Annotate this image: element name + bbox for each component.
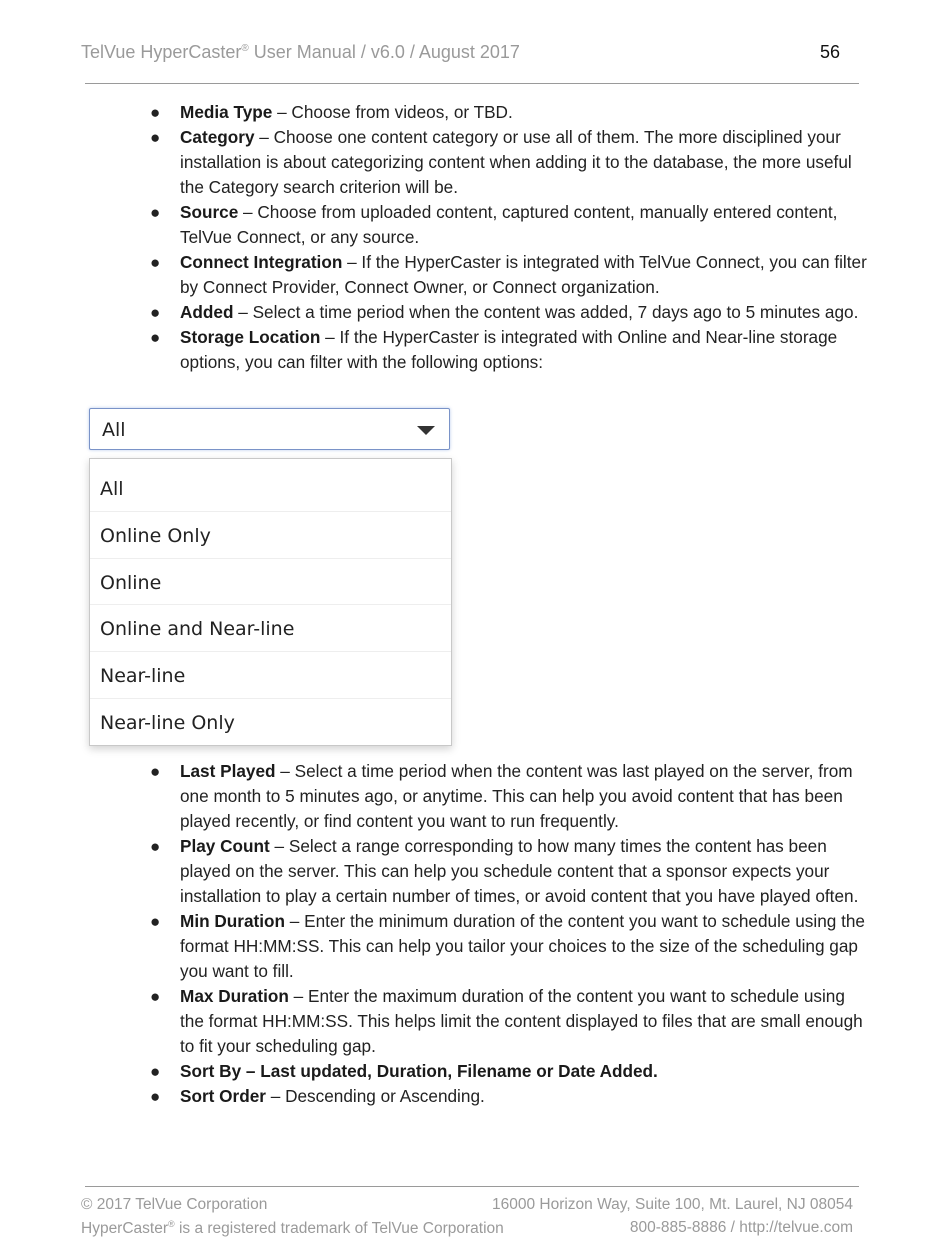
bullet-dot-icon: ● — [150, 912, 161, 931]
bullet-dot-icon: ● — [150, 762, 161, 781]
bullet-dot-icon: ● — [150, 837, 161, 856]
bullet-description: – Enter the minimum duration of the content you want to schedule using the format HH:MM:SS. This can help you tailor your choices to the size of the scheduling gap you want to fill. — [180, 911, 865, 981]
bullet-description: – Select a time period when the content was last played on the server, from one month to 5 minutes ago, or anytime. This can help you avoid content that has been played recently, or find content you want to run frequently. — [180, 761, 853, 831]
bullet-term: Min Duration — [180, 911, 286, 931]
footer-divider — [85, 1186, 859, 1187]
bullet-term: Source — [180, 202, 239, 222]
bullet-term: Storage Location — [180, 327, 321, 347]
bullet-dot-icon: ● — [150, 128, 161, 147]
bullet-item — [150, 909, 870, 984]
dropdown-option[interactable]: Online — [90, 559, 451, 606]
bullet-term: Added — [180, 302, 234, 322]
bullet-item — [150, 984, 870, 1059]
page-number: 56 — [819, 42, 840, 62]
bullet-dot-icon: ● — [150, 1062, 161, 1081]
bullet-item — [150, 100, 870, 125]
bullet-dot-icon: ● — [150, 103, 161, 122]
bullet-list-bottom — [150, 759, 870, 1109]
dropdown-option[interactable]: Near-line — [90, 652, 451, 699]
bullet-item — [150, 250, 870, 300]
bullet-dot-icon: ● — [150, 303, 161, 322]
bullet-item — [150, 325, 870, 375]
select-dropdown-list — [89, 458, 452, 746]
bullet-description: – Select a range corresponding to how many times the content has been played on the server. This can help you schedule content that a sponsor expects your installation to play a certain number of times, or avoid content that you have played often. — [180, 836, 859, 906]
bullet-description: – Choose from videos, or TBD. — [272, 102, 513, 122]
bullet-description: – Choose one content category or use all of them. The more disciplined your installation is about categorizing content when adding it to the database, the more useful the Category search criterion will be. — [180, 127, 852, 197]
bullet-term: Sort Order — [180, 1086, 266, 1106]
storage-location-select[interactable] — [89, 408, 450, 450]
footer-copyright: © 2017 TelVue Corporation — [81, 1196, 268, 1213]
bullet-term: Category — [180, 127, 255, 147]
header-divider — [85, 83, 859, 84]
chevron-down-icon[interactable] — [417, 426, 435, 435]
bullet-item — [150, 834, 870, 909]
dropdown-option[interactable]: All — [90, 465, 451, 512]
page-header — [81, 42, 840, 63]
header-title: TelVue HyperCaster® User Manual / v6.0 / August 2017 — [81, 42, 520, 62]
page-footer — [81, 1196, 853, 1242]
bullet-term: Media Type — [180, 102, 273, 122]
bullet-term: Play Count — [180, 836, 270, 856]
bullet-term: Last Played — [180, 761, 276, 781]
bullet-item — [150, 1084, 870, 1109]
bullet-description: – If the HyperCaster is integrated with Online and Near-line storage options, you can filter with the following options: — [180, 327, 838, 372]
bullet-description: – Descending or Ascending. — [265, 1086, 485, 1106]
bullet-dot-icon: ● — [150, 203, 161, 222]
bullet-dot-icon: ● — [150, 253, 161, 272]
bullet-description: – Choose from uploaded content, captured content, manually entered content, TelVue Connect, or any source. — [180, 202, 838, 247]
bullet-description: – Enter the maximum duration of the content you want to schedule using the format HH:MM:SS. This helps limit the content displayed to files that are small enough to fit your scheduling gap. — [180, 986, 863, 1056]
bullet-item — [150, 1059, 870, 1084]
bullet-item — [150, 759, 870, 834]
dropdown-option[interactable]: Online Only — [90, 512, 451, 559]
bullet-item — [150, 300, 870, 325]
footer-trademark: HyperCaster® is a registered trademark of TelVue Corporation — [81, 1219, 504, 1238]
dropdown-option[interactable]: Near-line Only — [100, 711, 235, 734]
bullet-item — [150, 200, 870, 250]
bullet-list-top — [150, 100, 870, 375]
bullet-term: Connect Integration — [180, 252, 343, 272]
bullet-term: Max Duration — [180, 986, 289, 1006]
bullet-description: – Select a time period when the content was added, 7 days ago to 5 minutes ago. — [233, 302, 859, 322]
dropdown-option[interactable]: Online and Near-line — [90, 605, 451, 652]
select-value: All — [102, 419, 126, 441]
bullet-description: – If the HyperCaster is integrated with TelVue Connect, you can filter by Connect Provider, Connect Owner, or Connect organization. — [180, 252, 867, 297]
bullet-dot-icon: ● — [150, 987, 161, 1006]
footer-contact: 800-885-8886 / http://telvue.com — [629, 1219, 853, 1236]
bullet-term: Sort By – Last updated, Duration, Filename or Date Added. — [180, 1061, 658, 1081]
bullet-dot-icon: ● — [150, 328, 161, 347]
bullet-item — [150, 125, 870, 200]
bullet-dot-icon: ● — [150, 1087, 161, 1106]
footer-address: 16000 Horizon Way, Suite 100, Mt. Laurel, NJ 08054 — [491, 1196, 853, 1213]
